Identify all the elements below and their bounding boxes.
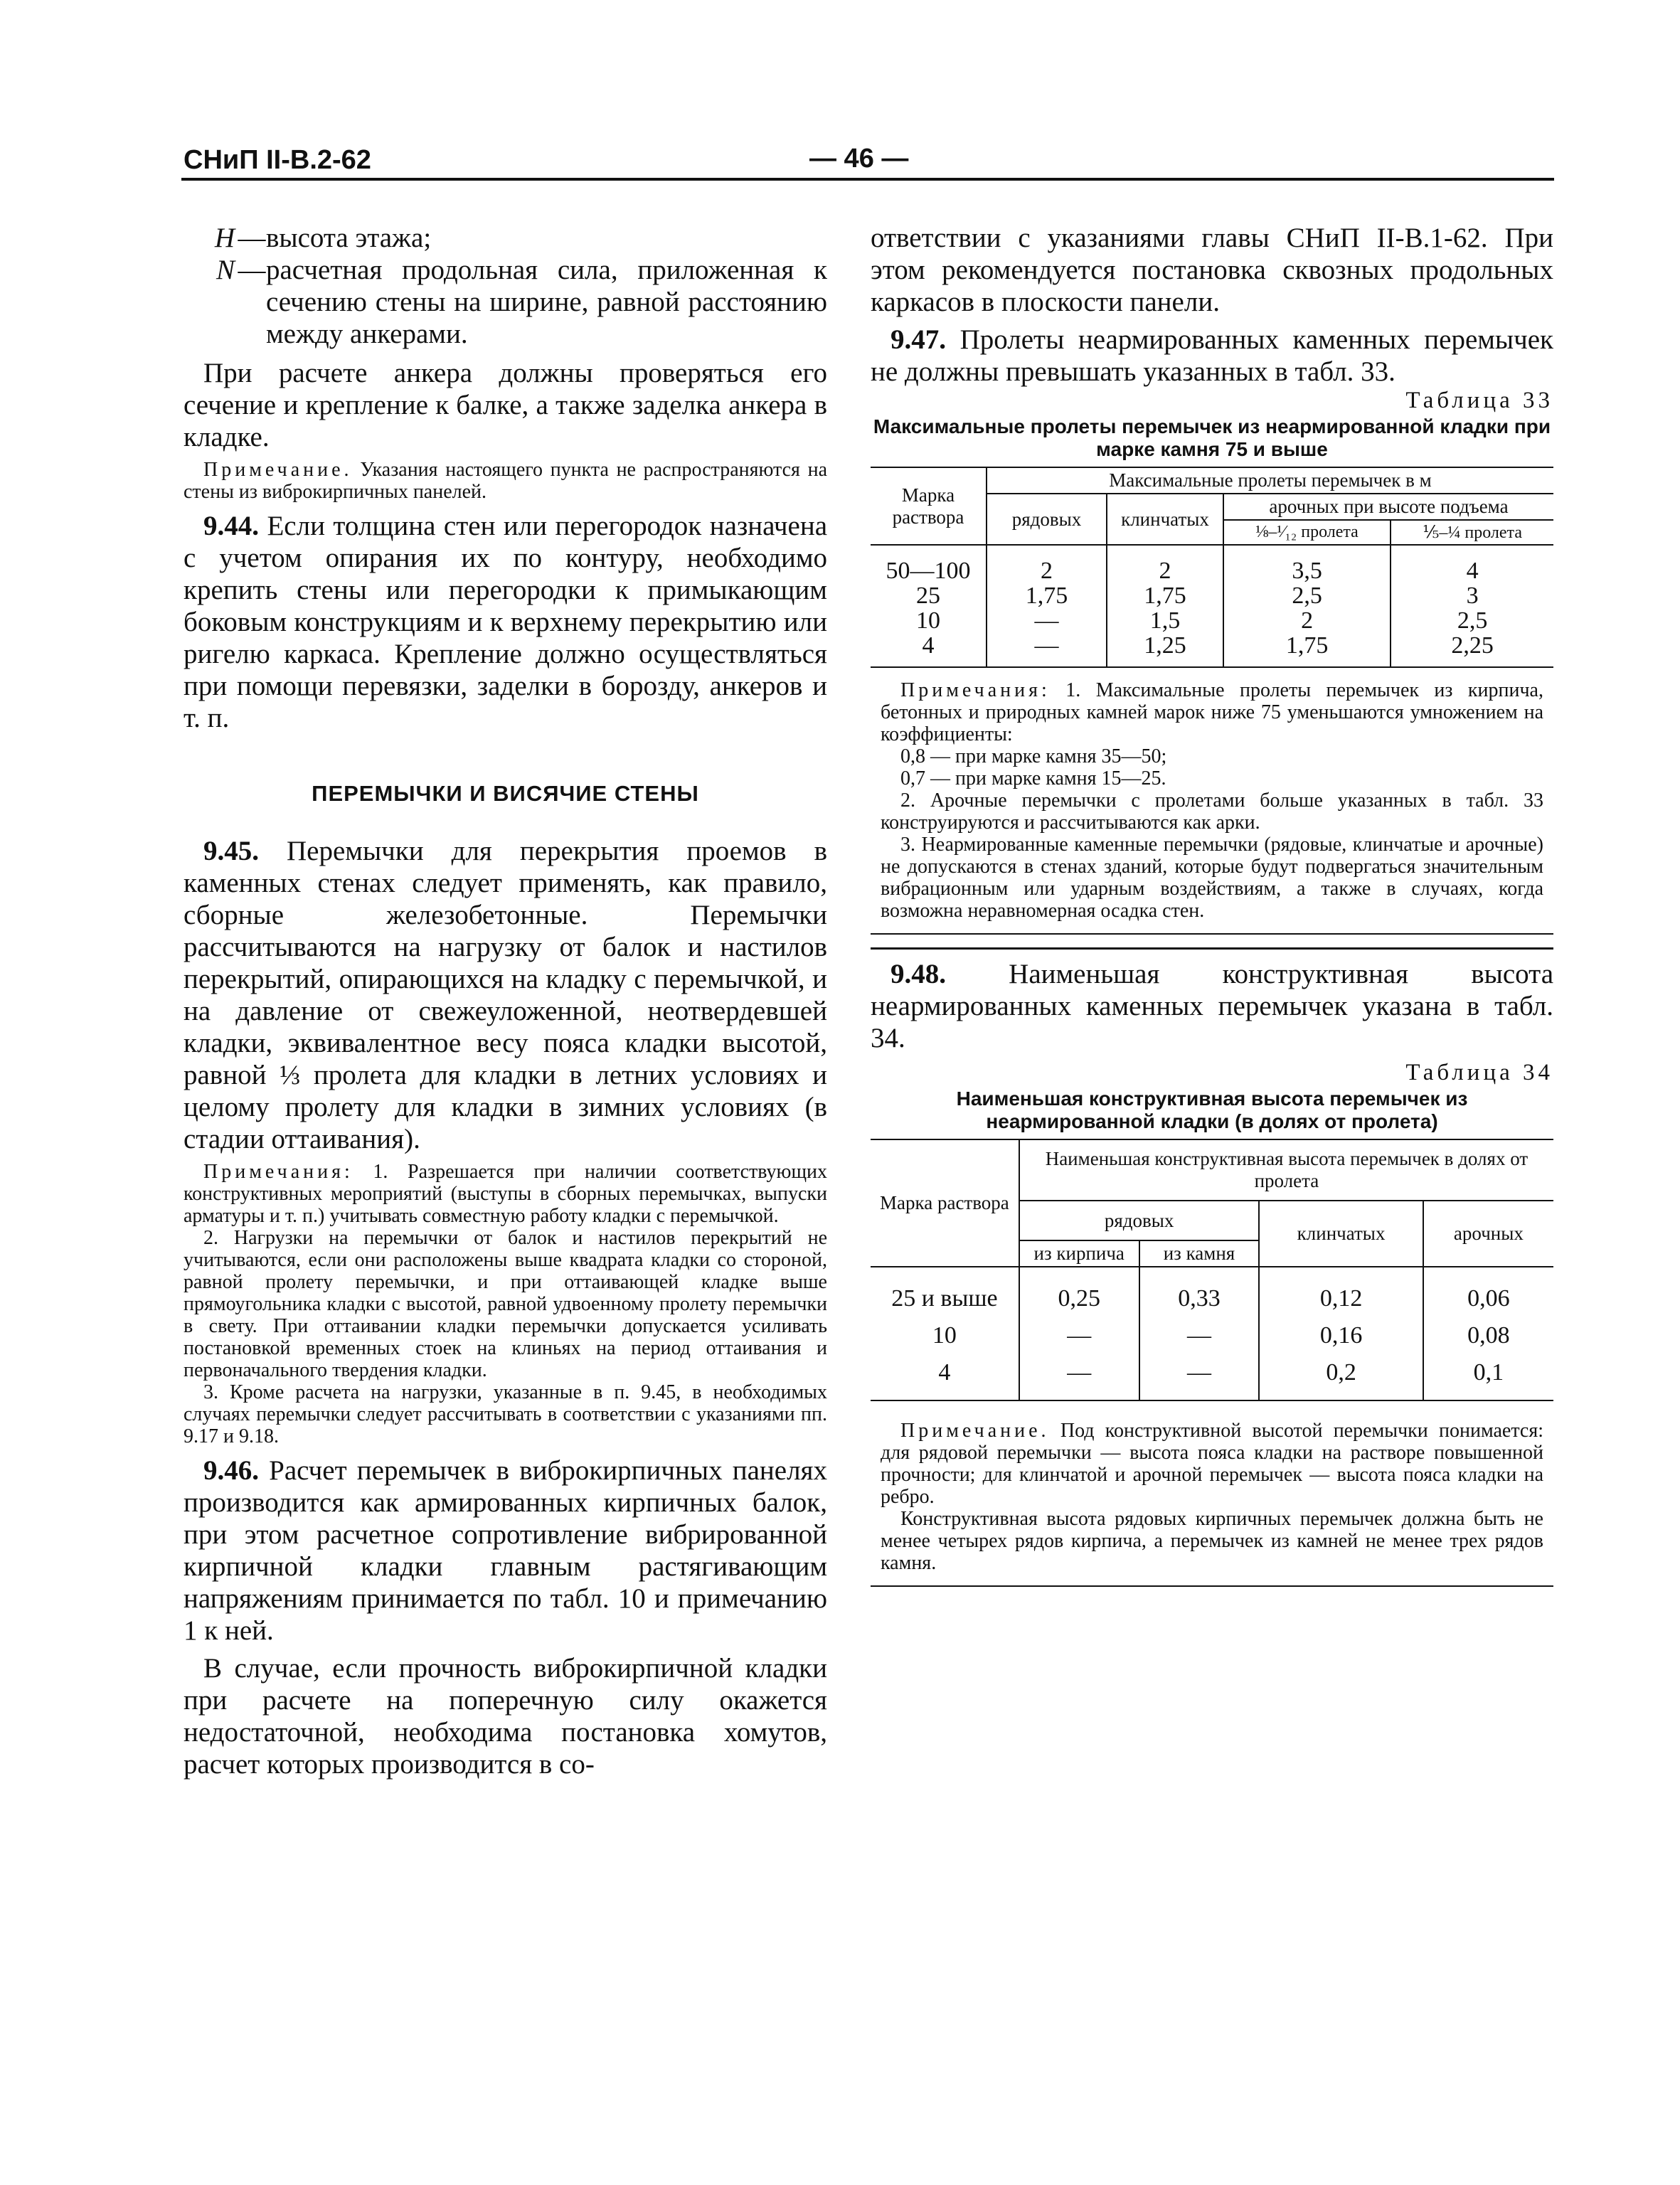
definition-H: H — высота этажа; xyxy=(184,222,827,254)
note-2: 2. Арочные перемычки с пролетами больше указанных в табл. 33 конструируются и рассчитываются как арки. xyxy=(881,790,1543,834)
header-wedge: клинчатых xyxy=(1259,1201,1423,1267)
note-anchor xyxy=(184,459,827,503)
column-wedge: 2 1,75 1,5 1,25 xyxy=(1107,545,1223,667)
notes-label: Примечания: xyxy=(203,1161,353,1183)
column-rows: 2 1,75 — — xyxy=(987,545,1107,667)
table-33-notes xyxy=(871,667,1553,934)
note-label: Примечание. xyxy=(900,1420,1050,1442)
section-heading: ПЕРЕМЫЧКИ И ВИСЯЧИЕ СТЕНЫ xyxy=(312,781,699,806)
notes-9-45-1 xyxy=(184,1161,827,1227)
header-rows: рядовых xyxy=(987,494,1107,545)
header-arch: арочных при высоте подъема xyxy=(1223,494,1553,520)
clause-9-46 xyxy=(184,1455,827,1647)
column-arch: 0,06 0,08 0,1 xyxy=(1423,1267,1553,1400)
clause-9-45 xyxy=(184,835,827,1155)
page-number: — 46 — xyxy=(809,144,909,174)
header-arch-2: ⅕–¼ пролета xyxy=(1391,520,1553,545)
header-rows: рядовых xyxy=(1019,1201,1259,1240)
clause-text: Наименьшая конструктивная высота неармированных каменных перемычек указана в табл. 34. xyxy=(871,959,1553,1053)
note-text-2: Конструктивная высота рядовых кирпичных перемычек должна быть не менее четырех рядов кирпича, а перемычек из камней не менее трех рядов камня. xyxy=(881,1508,1543,1574)
column-brick: 0,25 — — xyxy=(1019,1267,1139,1400)
header-group: Максимальные пролеты перемычек в м xyxy=(987,467,1553,494)
notes-label: Примечания: xyxy=(900,679,1051,701)
symbol-N: N xyxy=(216,255,235,285)
left-column xyxy=(184,222,827,1786)
column-wedge: 0,12 0,16 0,2 xyxy=(1259,1267,1423,1400)
clause-text: Пролеты неармированных каменных перемычек не должны превышать указанных в табл. 33. xyxy=(871,324,1554,387)
clause-9-48 xyxy=(871,958,1553,1054)
clause-text: Перемычки для перекрытия проемов в каменных стенах следует применять, как правило, сборные железобетонные. Перемычки рассчитываются на нагрузку от балок и настилов перекрытий, опирающихся на кладку с перемычкой, и на давление от свежеуложенной, неотвердевшей кладки, эквивалентное весу пояса кладки высотой, равной ⅓ пролета для кладки в летних условиях и целому пролету для кладки в зимних условиях (в стадии оттаивания). xyxy=(184,836,827,1154)
clause-text: Если толщина стен или перегородок назначена с учетом опирания их по контуру, необходимо крепить стены или перегородки к примыкающим боковым конструкциям и к верхнему перекрытию или ригелю каркаса. Крепление должно осуществляться при помощи перевязки, заделки в борозду, анкеров и т. п. xyxy=(184,511,828,733)
notes-9-45-2: 2. Нагрузки на перемычки от балок и настилов перекрытий не учитываются, если они расположены выше квадрата кладки со стороной, равной пролету перемычки, и при оттаивающей кладке выше прямоугольника кладки с высотой, равной удвоенному пролету перемычки в свету. При оттаивании кладки перемычки допускается усиливать постановкой временных стоек на клиньях на период оттаивания и первоначального твердения кладки. xyxy=(184,1227,827,1381)
column-mark: 50—100 25 10 4 xyxy=(871,545,987,667)
table-34 xyxy=(871,1139,1553,1587)
column-mark: 25 и выше 10 4 xyxy=(871,1267,1019,1400)
header-brick: из кирпича xyxy=(1019,1240,1139,1267)
note-3: 3. Неармированные каменные перемычки (рядовые, клинчатые и арочные) не допускаются в стенах зданий, которые будут подвергаться значительным вибрационным или ударным воздействиям, а также в случаях, когда возможна неравномерная осадка стен. xyxy=(881,834,1543,922)
clause-number: 9.48. xyxy=(890,959,946,989)
note-text: Под конструктивной высотой перемычки понимается: для рядовой перемычки — высота пояса кладки на растворе повышенной прочности; для клинчатой и арочной перемычек — высота пояса кладки на ребро. xyxy=(881,1420,1544,1508)
header-wedge: клинчатых xyxy=(1107,494,1223,545)
definition-H-text: высота этажа; xyxy=(266,223,432,253)
document-code: СНиП II-В.2-62 xyxy=(184,145,371,175)
header-mark: Марка раствора xyxy=(871,1139,1019,1267)
clause-number: 9.45. xyxy=(203,836,259,866)
note-1: 1. Максимальные пролеты перемычек из кирпича, бетонных и природных камней марок ниже 75 уменьшаются умножением на коэффициенты: xyxy=(881,679,1543,745)
note-1-b: 0,7 — при марке камня 15—25. xyxy=(900,767,1166,790)
clause-text: Расчет перемычек в виброкирпичных панелях производится как армированных кирпичных балок, при этом расчетное сопротивление вибрированной кирпичной кладки главным растягивающим напряжениям принимается по табл. 10 и примечанию 1 к ней. xyxy=(184,1455,827,1646)
note-label: Примечание. xyxy=(203,459,353,481)
table-34-title: Наименьшая конструктивная высота перемычек из неармированной кладки (в долях от пролета) xyxy=(956,1088,1468,1132)
continued-text: ответствии с указаниями главы СНиП II-В.1-62. При этом рекомендуется постановка сквозных продольных каркасов в плоскости панели. xyxy=(871,223,1553,317)
definition-N-text: расчетная продольная сила, приложенная к сечению стены на ширине, равной расстоянию между анкерами. xyxy=(266,255,827,349)
notes-9-45-3: 3. Кроме расчета на нагрузки, указанные в п. 9.45, в необходимых случаях перемычки следует рассчитывать в соответствии с указаниями пп. 9.17 и 9.18. xyxy=(184,1381,827,1447)
clause-9-47 xyxy=(871,324,1553,388)
column-arch-2: 4 3 2,5 2,25 xyxy=(1391,545,1553,667)
definition-N: N — расчетная продольная сила, приложенная к сечению стены на ширине, равной расстоянию между анкерами. xyxy=(184,254,827,350)
table-33-label: Таблица 33 xyxy=(1405,388,1553,413)
divider xyxy=(871,947,1553,950)
table-34-notes xyxy=(871,1400,1553,1586)
table-33-title: Максимальные пролеты перемычек из неармированной кладки при марке камня 75 и выше xyxy=(873,415,1551,460)
symbol-H: H xyxy=(214,223,235,253)
clause-number: 9.47. xyxy=(890,324,946,355)
header-stone: из камня xyxy=(1139,1240,1260,1267)
clause-9-46-continued: В случае, если прочность виброкирпичной кладки при расчете на поперечную силу окажется недостаточной, необходима постановка хомутов, расчет которых производится в со- xyxy=(184,1653,827,1780)
note-1-a: 0,8 — при марке камня 35—50; xyxy=(900,745,1167,767)
table-34-label: Таблица 34 xyxy=(1405,1060,1553,1085)
column-stone: 0,33 — — xyxy=(1139,1267,1260,1400)
note-text: Указания настоящего пункта не распространяются на стены из виброкирпичных панелей. xyxy=(184,459,828,503)
header-arch: арочных xyxy=(1423,1201,1553,1267)
right-column xyxy=(871,222,1553,1587)
clause-number: 9.46. xyxy=(203,1455,259,1486)
header-group: Наименьшая конструктивная высота перемычек в долях от пролета xyxy=(1019,1139,1553,1201)
header-mark: Марка раствора xyxy=(871,467,987,545)
table-33 xyxy=(871,467,1553,935)
clause-number: 9.44. xyxy=(203,511,259,541)
header-rule xyxy=(181,178,1554,181)
clause-9-44 xyxy=(184,510,827,734)
header-arch-1: ⅛–¹⁄₁₂ пролета xyxy=(1223,520,1391,545)
column-arch-1: 3,5 2,5 2 1,75 xyxy=(1223,545,1391,667)
note-text: 1. Разрешается при наличии соответствующих конструктивных мероприятий (выступы в сборных перемычках, выпуски арматуры и т. п.) учитывать совместную работу кладки с перемычкой. xyxy=(184,1161,828,1227)
paragraph-anchor: При расчете анкера должны проверяться его сечение и крепление к балке, а также заделка анкера в кладке. xyxy=(184,358,827,452)
